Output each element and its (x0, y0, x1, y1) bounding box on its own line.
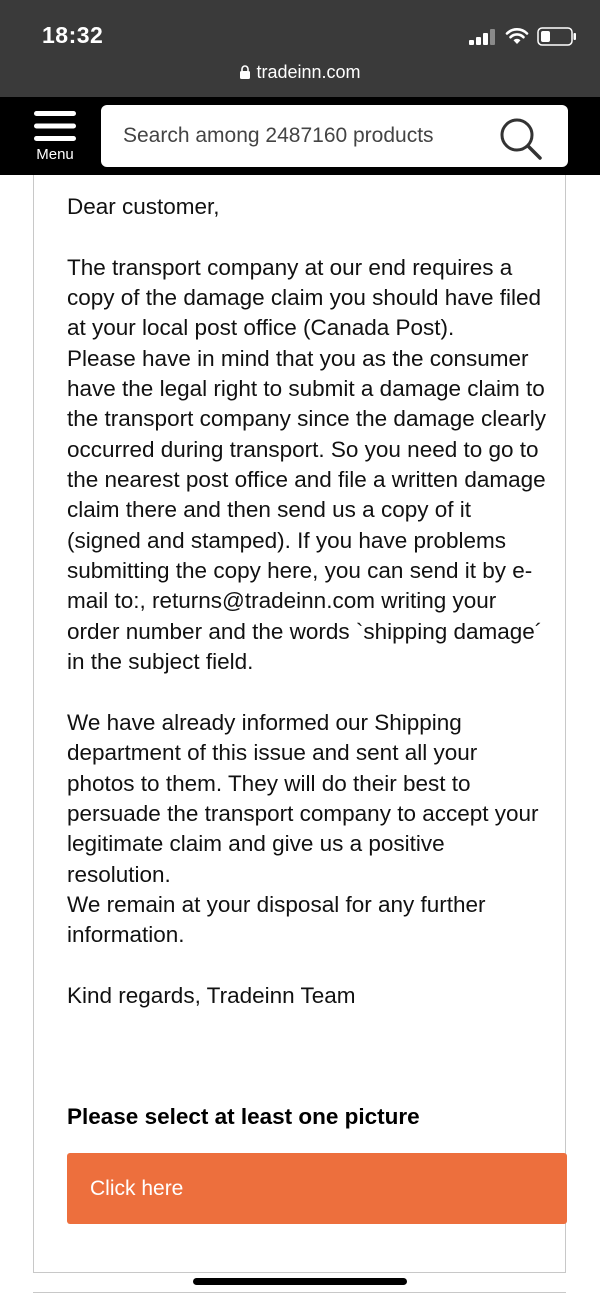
home-indicator[interactable] (193, 1278, 407, 1285)
status-bar (0, 0, 600, 97)
select-picture-label: Please select at least one picture (67, 1104, 420, 1129)
search-icon[interactable] (499, 117, 543, 161)
hamburger-icon (34, 109, 76, 143)
message-card (33, 175, 566, 1273)
cellular-signal-icon (469, 29, 497, 45)
greeting: Dear customer, (67, 194, 220, 219)
message-paragraph: We remain at your disposal for any further information. (67, 891, 486, 948)
site-header (0, 97, 600, 175)
lock-icon (239, 65, 251, 79)
menu-button[interactable] (28, 109, 82, 165)
wifi-icon (505, 27, 529, 45)
closing: Kind regards, Tradeinn Team (67, 982, 356, 1008)
upload-picture-button[interactable]: Click here (67, 1153, 567, 1224)
search-input[interactable] (123, 105, 493, 167)
message-paragraph: Please have in mind that you as the consumer have the legal right to submit a damage claim to the transport company since the damage clearly occurred during transport. So you need to go to the nearest post office and file a written damage claim there and then send us a copy of it (signed and stamped). If you have problems submitting the copy here, you can send it by e-mail to:, returns@tradeinn.com writing your order number and the words `shipping damage´ in the subject field. (67, 345, 547, 675)
status-time: 18:32 (42, 22, 104, 48)
url-text: tradeinn.com (256, 62, 361, 82)
message-paragraph: We have already informed our Shipping department of this issue and sent all your photos to them. They will do their best to persuade the transport company to accept your legitimate claim and give us a positive resolution. (67, 709, 539, 887)
message-body (67, 192, 547, 1011)
address-bar[interactable] (0, 62, 600, 88)
menu-label: Menu (36, 146, 74, 163)
divider (33, 1292, 566, 1299)
message-paragraph: The transport company at our end requires a copy of the damage claim you should have filed at your local post office (Canada Post). (67, 254, 542, 341)
search-box (101, 105, 568, 167)
battery-icon (537, 27, 577, 46)
